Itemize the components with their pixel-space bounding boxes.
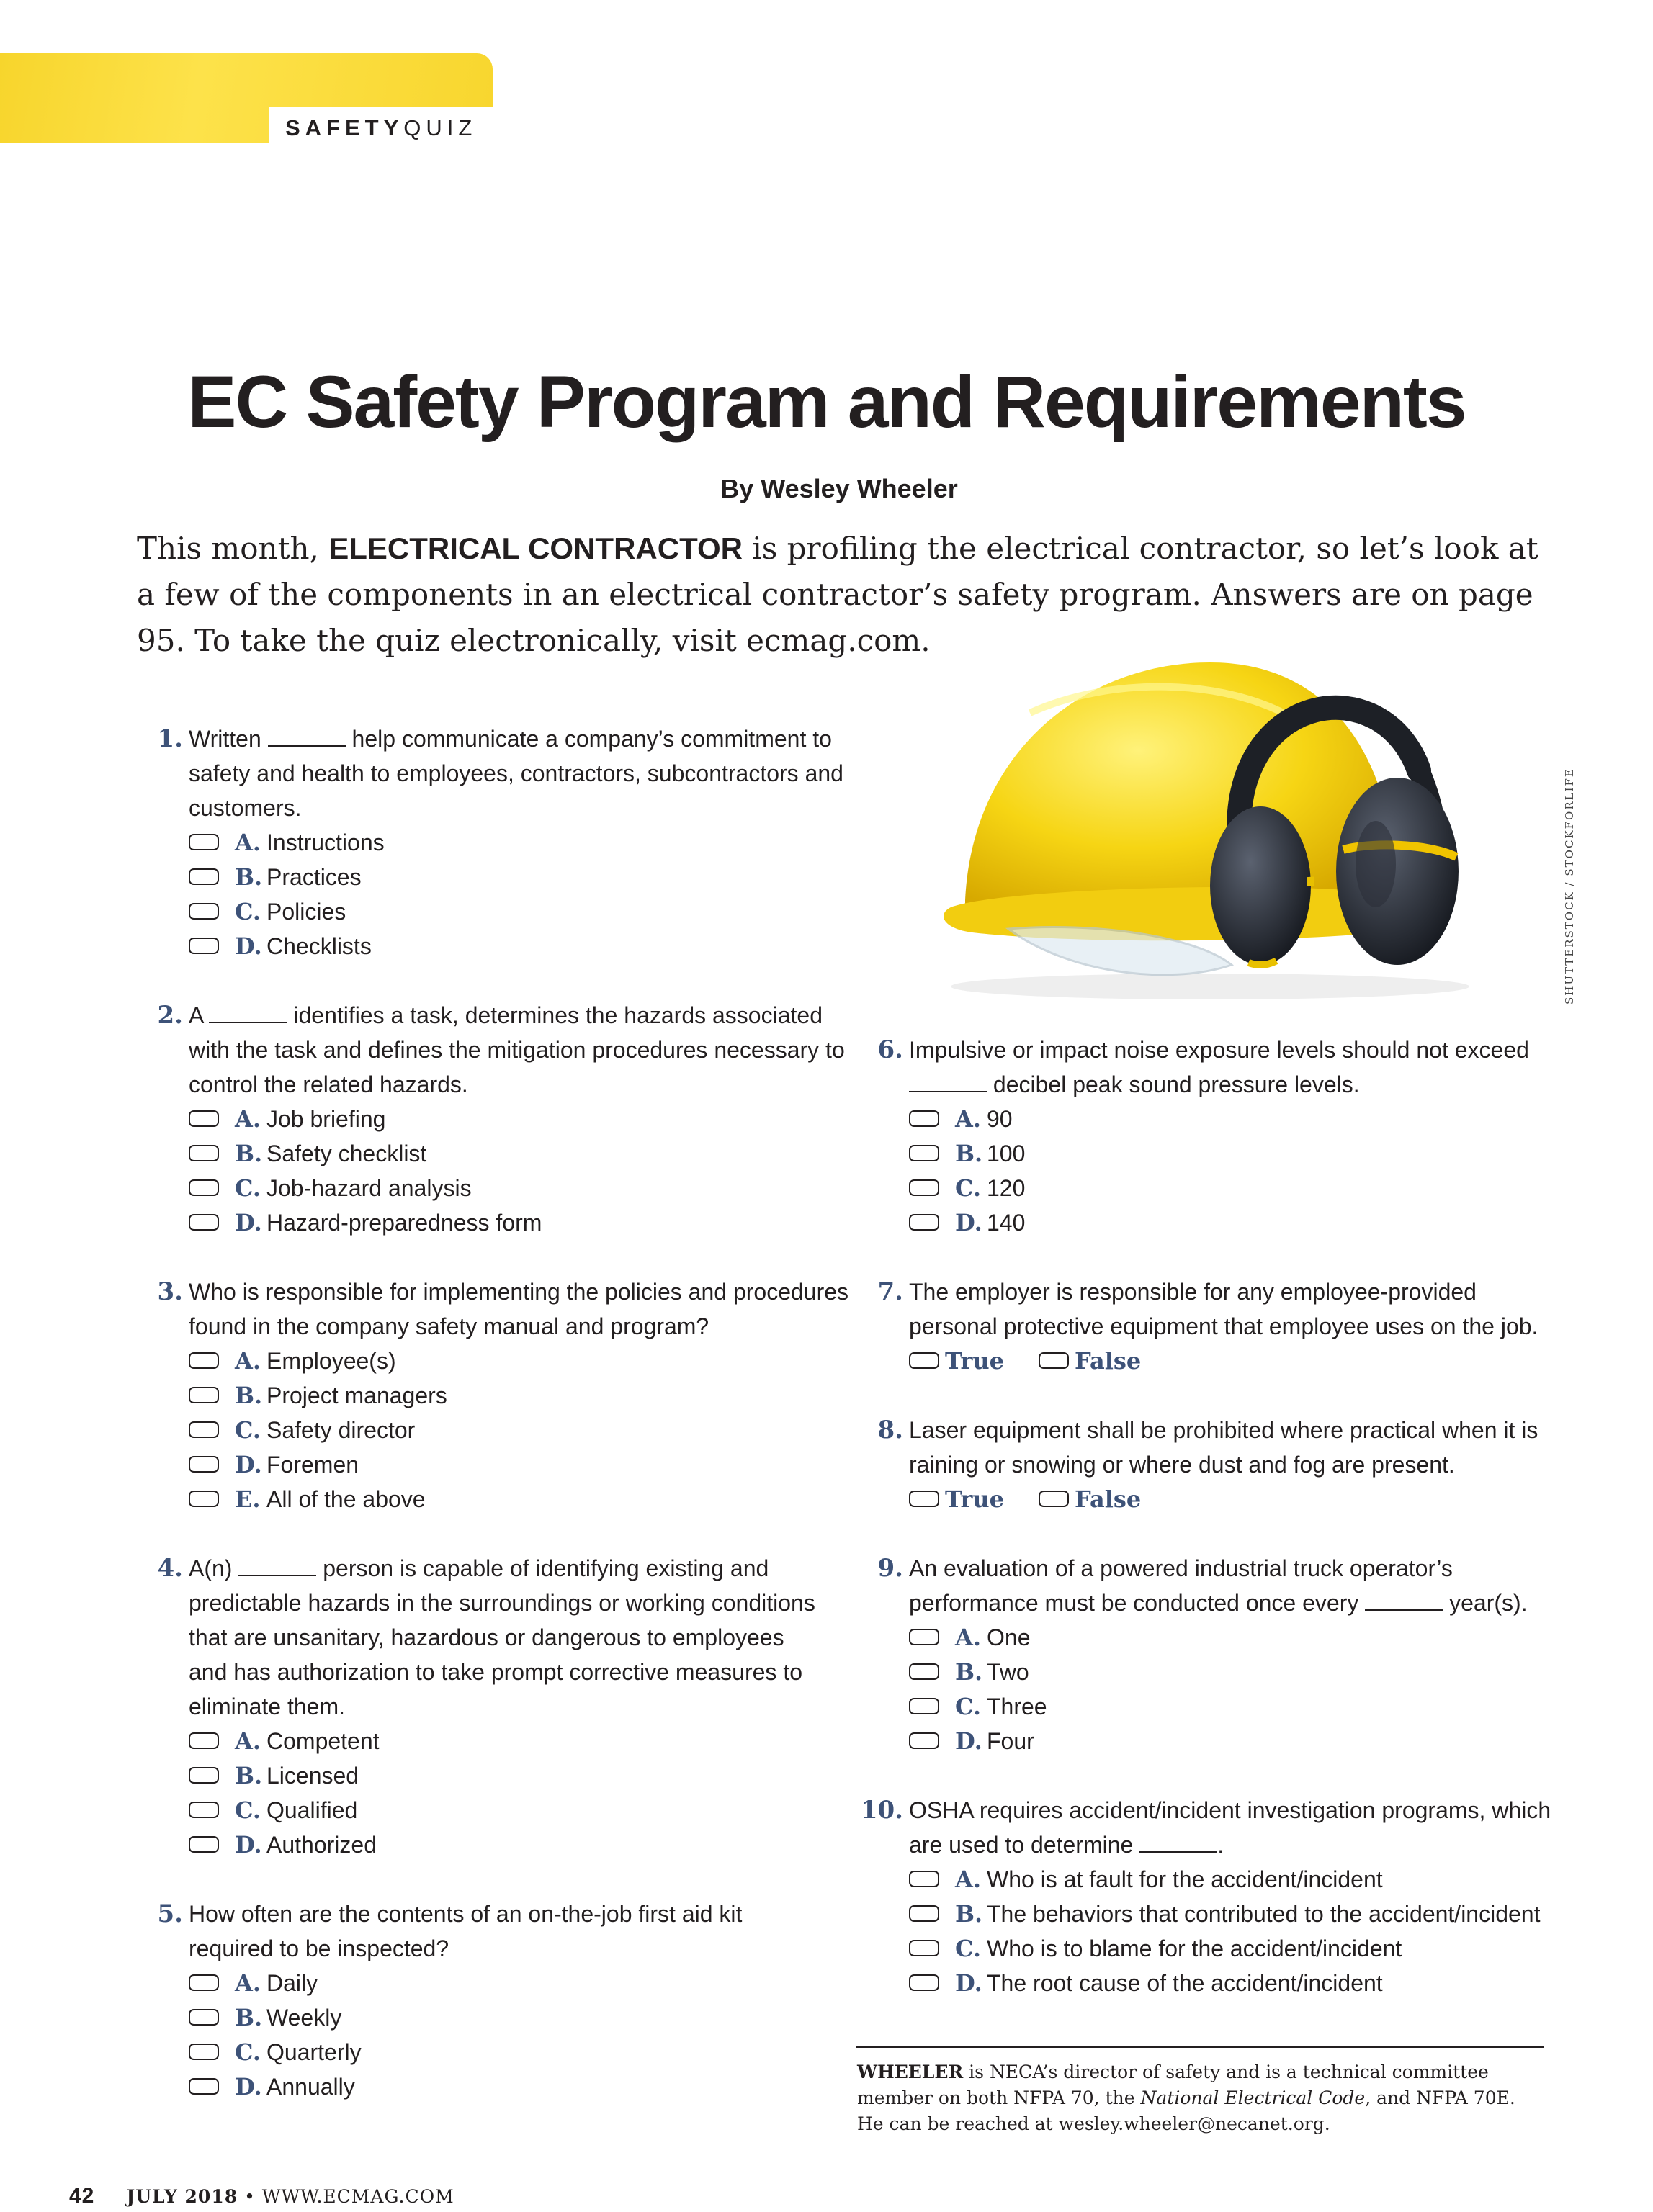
answer-checkbox[interactable]: [909, 1663, 939, 1680]
answer-checkbox[interactable]: [909, 1905, 939, 1922]
option-letter: D.: [235, 1209, 262, 1236]
option-d[interactable]: [189, 1205, 850, 1240]
footer-url: WWW.ECMAG.COM: [261, 2186, 454, 2207]
question-3: [137, 1274, 850, 1516]
option-a[interactable]: [189, 1102, 850, 1136]
option-text: 140: [987, 1210, 1026, 1236]
answer-checkbox[interactable]: [189, 1802, 219, 1818]
question-text: Laser equipment shall be prohibited where practical when it is raining or snowing or where dust and fog are present.: [909, 1417, 1538, 1478]
option-d[interactable]: [189, 1447, 850, 1482]
option-text: Three: [987, 1694, 1047, 1719]
option-text: 100: [987, 1141, 1026, 1166]
answer-checkbox[interactable]: [189, 868, 219, 885]
question-number: 9.: [877, 1554, 903, 1583]
option-text: Who is at fault for the accident/incident: [987, 1866, 1383, 1892]
answer-checkbox[interactable]: [909, 1179, 939, 1196]
option-letter: C.: [235, 1416, 261, 1444]
answer-blank: [238, 1553, 316, 1576]
answer-blank: [909, 1069, 987, 1092]
answer-blank: [209, 1000, 287, 1023]
option-text: The behaviors that contributed to the accident/incident: [987, 1901, 1541, 1927]
question-1: [137, 721, 850, 963]
question-number: 7.: [877, 1277, 903, 1306]
option-letter: A.: [235, 1727, 261, 1755]
option-a[interactable]: [909, 1862, 1556, 1897]
option-d[interactable]: [189, 2069, 828, 2104]
option-letter: C.: [235, 1797, 261, 1824]
page-footer: 42 JULY 2018 • WWW.ECMAG.COM: [69, 2184, 454, 2208]
option-text: Annually: [266, 2074, 355, 2100]
question-number: 5.: [157, 1899, 183, 1928]
option-letter: B.: [235, 1762, 263, 1789]
question-text: The employer is responsible for any employee-provided personal protective equipment that employee uses on the job.: [909, 1279, 1538, 1339]
option-text: Checklists: [266, 933, 372, 959]
question-number: 3.: [157, 1277, 183, 1306]
question-number: 8.: [877, 1416, 903, 1444]
answer-checkbox[interactable]: [189, 1767, 219, 1784]
option-d[interactable]: [909, 1724, 1549, 1758]
option-c[interactable]: [189, 1413, 850, 1447]
option-text: One: [987, 1624, 1031, 1650]
answer-checkbox[interactable]: [909, 1698, 939, 1714]
option-b[interactable]: [189, 1136, 850, 1171]
option-c[interactable]: [189, 1171, 850, 1205]
question-number: 1.: [157, 724, 183, 753]
answer-checkbox[interactable]: [189, 1110, 219, 1127]
option-letter: B.: [955, 1140, 983, 1167]
option-text: Instructions: [266, 830, 385, 855]
option-letter: B.: [955, 1658, 983, 1686]
answer-checkbox[interactable]: [189, 1491, 219, 1507]
option-letter: B.: [235, 1382, 263, 1409]
option-text: Quarterly: [266, 2039, 362, 2065]
question-number: 2.: [157, 1001, 183, 1030]
option-text: Hazard-preparedness form: [266, 1210, 542, 1236]
option-letter: A.: [235, 829, 261, 856]
option-b[interactable]: [189, 1378, 850, 1413]
option-letter: E.: [235, 1485, 261, 1513]
option-text: Two: [987, 1659, 1029, 1685]
option-text: Authorized: [266, 1832, 377, 1858]
true-false-row: [909, 1482, 1549, 1516]
answer-checkbox[interactable]: [189, 903, 219, 920]
option-d[interactable]: [189, 1827, 828, 1862]
option-text: All of the above: [266, 1486, 426, 1512]
answer-checkbox[interactable]: [189, 1214, 219, 1231]
option-text: Four: [987, 1728, 1034, 1754]
option-b[interactable]: [189, 1758, 828, 1793]
option-b[interactable]: [909, 1655, 1549, 1689]
author-bio: WHEELER is NECA’s director of safety and is a technical committee member on both NFPA 70, the National Electrical Code, and NFPA 70E. He can be reached at wesley.wheeler@necanet.org.: [857, 2062, 1515, 2134]
option-letter: D.: [955, 1969, 982, 1997]
option-c[interactable]: [909, 1931, 1556, 1966]
option-c[interactable]: [189, 2035, 828, 2069]
answer-checkbox[interactable]: [909, 1145, 939, 1161]
option-letter: B.: [235, 863, 263, 891]
option-letter: A.: [955, 1105, 981, 1133]
true-checkbox[interactable]: [909, 1491, 939, 1507]
option-text: Safety checklist: [266, 1141, 427, 1166]
option-b[interactable]: [909, 1897, 1556, 1931]
question-text: OSHA requires accident/incident investigation programs, which are used to determine .: [909, 1797, 1551, 1858]
option-letter: D.: [955, 1727, 982, 1755]
option-letter: B.: [235, 2004, 263, 2031]
option-letter: C.: [235, 2038, 261, 2066]
option-text: Licensed: [266, 1763, 359, 1789]
answer-checkbox[interactable]: [189, 1387, 219, 1403]
option-b[interactable]: [189, 860, 850, 894]
option-letter: B.: [235, 1140, 263, 1167]
answer-checkbox[interactable]: [189, 1974, 219, 1991]
answer-checkbox[interactable]: [909, 1732, 939, 1749]
byline: By Wesley Wheeler: [720, 474, 958, 503]
option-letter: D.: [235, 1451, 262, 1478]
section-label: SAFETYQUIZ: [285, 115, 478, 140]
false-checkbox[interactable]: [1039, 1491, 1069, 1507]
answer-checkbox[interactable]: [189, 2078, 219, 2095]
question-text: Who is responsible for implementing the policies and procedures found in the company safety manual and program?: [189, 1279, 849, 1339]
option-letter: D.: [235, 1831, 262, 1858]
option-d[interactable]: [909, 1966, 1556, 2000]
true-false-row: [909, 1344, 1549, 1378]
option-text: Practices: [266, 864, 362, 890]
option-a[interactable]: [909, 1102, 1549, 1136]
question-10: [857, 1793, 1556, 2000]
option-text: Job briefing: [266, 1106, 386, 1132]
answer-checkbox[interactable]: [189, 1145, 219, 1161]
answer-checkbox[interactable]: [189, 2009, 219, 2026]
option-letter: C.: [235, 1174, 261, 1202]
option-letter: B.: [955, 1900, 983, 1928]
answer-checkbox[interactable]: [909, 1940, 939, 1956]
option-letter: A.: [955, 1866, 981, 1893]
answer-checkbox[interactable]: [189, 1421, 219, 1438]
true-label: True: [945, 1347, 1004, 1375]
answer-checkbox[interactable]: [189, 938, 219, 954]
option-text: Policies: [266, 899, 346, 925]
hard-hat-earmuffs-photo: [922, 648, 1520, 1008]
bio-divider: [856, 2046, 1544, 2048]
option-text: Qualified: [266, 1797, 358, 1823]
option-c[interactable]: [909, 1689, 1549, 1724]
question-4: [137, 1551, 828, 1862]
answer-blank: [268, 724, 346, 747]
option-text: Competent: [266, 1728, 380, 1754]
answer-checkbox[interactable]: [189, 1732, 219, 1749]
option-text: Foremen: [266, 1452, 359, 1478]
answer-checkbox[interactable]: [189, 1836, 219, 1853]
option-letter: D.: [955, 1209, 982, 1236]
answer-checkbox[interactable]: [189, 1352, 219, 1369]
option-text: 120: [987, 1175, 1026, 1201]
page-number: 42: [69, 2184, 95, 2208]
question-5: [137, 1897, 828, 2104]
option-text: Safety director: [266, 1417, 416, 1443]
answer-blank: [1365, 1588, 1443, 1611]
option-letter: D.: [235, 2073, 262, 2100]
true-label: True: [945, 1485, 1004, 1513]
question-6: [857, 1033, 1549, 1240]
option-c[interactable]: [189, 1793, 828, 1827]
option-text: 90: [987, 1106, 1013, 1132]
option-letter: A.: [235, 1347, 261, 1375]
option-d[interactable]: [909, 1205, 1549, 1240]
option-a[interactable]: [189, 825, 850, 860]
option-text: Employee(s): [266, 1348, 396, 1374]
option-c[interactable]: [189, 894, 850, 929]
option-d[interactable]: [189, 929, 850, 963]
issue-date: JULY 2018: [126, 2186, 238, 2207]
question-number: 10.: [860, 1796, 903, 1825]
option-c[interactable]: [909, 1171, 1549, 1205]
question-text: A(n) person is capable of identifying existing and predictable hazards in the surroundings or working conditions that are unsanitary, hazardous or dangerous to employees and has authorization to take prompt corrective measures to eliminate them.: [189, 1551, 828, 1724]
question-text: Written help communicate a company’s commitment to safety and health to employees, contractors, subcontractors and customers.: [189, 721, 850, 825]
answer-blank: [1139, 1830, 1217, 1853]
answer-checkbox[interactable]: [909, 1214, 939, 1231]
option-letter: A.: [955, 1624, 981, 1651]
question-text: Impulsive or impact noise exposure levels should not exceed decibel peak sound pressure levels.: [909, 1037, 1529, 1097]
false-label: False: [1075, 1485, 1142, 1513]
answer-checkbox[interactable]: [909, 1871, 939, 1887]
answer-checkbox[interactable]: [909, 1110, 939, 1127]
option-text: Project managers: [266, 1382, 447, 1408]
option-letter: D.: [235, 932, 262, 960]
question-text: How often are the contents of an on-the-job first aid kit required to be inspected?: [189, 1901, 743, 1961]
question-2: [137, 998, 850, 1240]
question-text: A identifies a task, determines the hazards associated with the task and defines the mitigation procedures necessary to control the related hazards.: [189, 998, 850, 1102]
option-letter: C.: [955, 1174, 982, 1202]
option-letter: A.: [235, 1969, 261, 1997]
option-a[interactable]: [189, 1724, 828, 1758]
option-text: The root cause of the accident/incident: [987, 1970, 1383, 1996]
question-text: An evaluation of a powered industrial truck operator’s performance must be conducted once every year(s).: [909, 1555, 1528, 1616]
option-e[interactable]: [189, 1482, 850, 1516]
question-9: [857, 1551, 1549, 1758]
option-b[interactable]: [189, 2000, 828, 2035]
true-checkbox[interactable]: [909, 1352, 939, 1369]
question-number: 6.: [877, 1035, 903, 1064]
option-text: Weekly: [266, 2005, 342, 2031]
question-7: [857, 1274, 1549, 1378]
option-letter: A.: [235, 1105, 261, 1133]
answer-checkbox[interactable]: [189, 834, 219, 850]
option-text: Who is to blame for the accident/incident: [987, 1936, 1402, 1961]
false-label: False: [1075, 1347, 1142, 1375]
question-8: [857, 1413, 1549, 1516]
option-text: Daily: [266, 1970, 318, 1996]
answer-checkbox[interactable]: [189, 1179, 219, 1196]
false-checkbox[interactable]: [1039, 1352, 1069, 1369]
option-letter: C.: [955, 1935, 982, 1962]
option-a[interactable]: [189, 1344, 850, 1378]
option-a[interactable]: [189, 1966, 828, 2000]
intro-paragraph: This month, ELECTRICAL CONTRACTOR is profiling the electrical contractor, so let’s look at a few of the components in an electrical contractor’s safety program. Answers are on page 95. To take the quiz electronically, visit ecmag.com.: [137, 531, 1538, 658]
option-letter: C.: [235, 898, 261, 925]
answer-checkbox[interactable]: [909, 1974, 939, 1991]
option-b[interactable]: [909, 1136, 1549, 1171]
option-letter: C.: [955, 1693, 982, 1720]
photo-credit: SHUTTERSTOCK / STOCKFORLIFE: [1563, 768, 1576, 1004]
answer-checkbox[interactable]: [909, 1629, 939, 1645]
article-title: EC Safety Program and Requirements: [187, 361, 1466, 443]
option-text: Job-hazard analysis: [266, 1175, 472, 1201]
option-a[interactable]: [909, 1620, 1549, 1655]
answer-checkbox[interactable]: [189, 1456, 219, 1473]
question-number: 4.: [157, 1554, 183, 1583]
answer-checkbox[interactable]: [189, 2044, 219, 2060]
